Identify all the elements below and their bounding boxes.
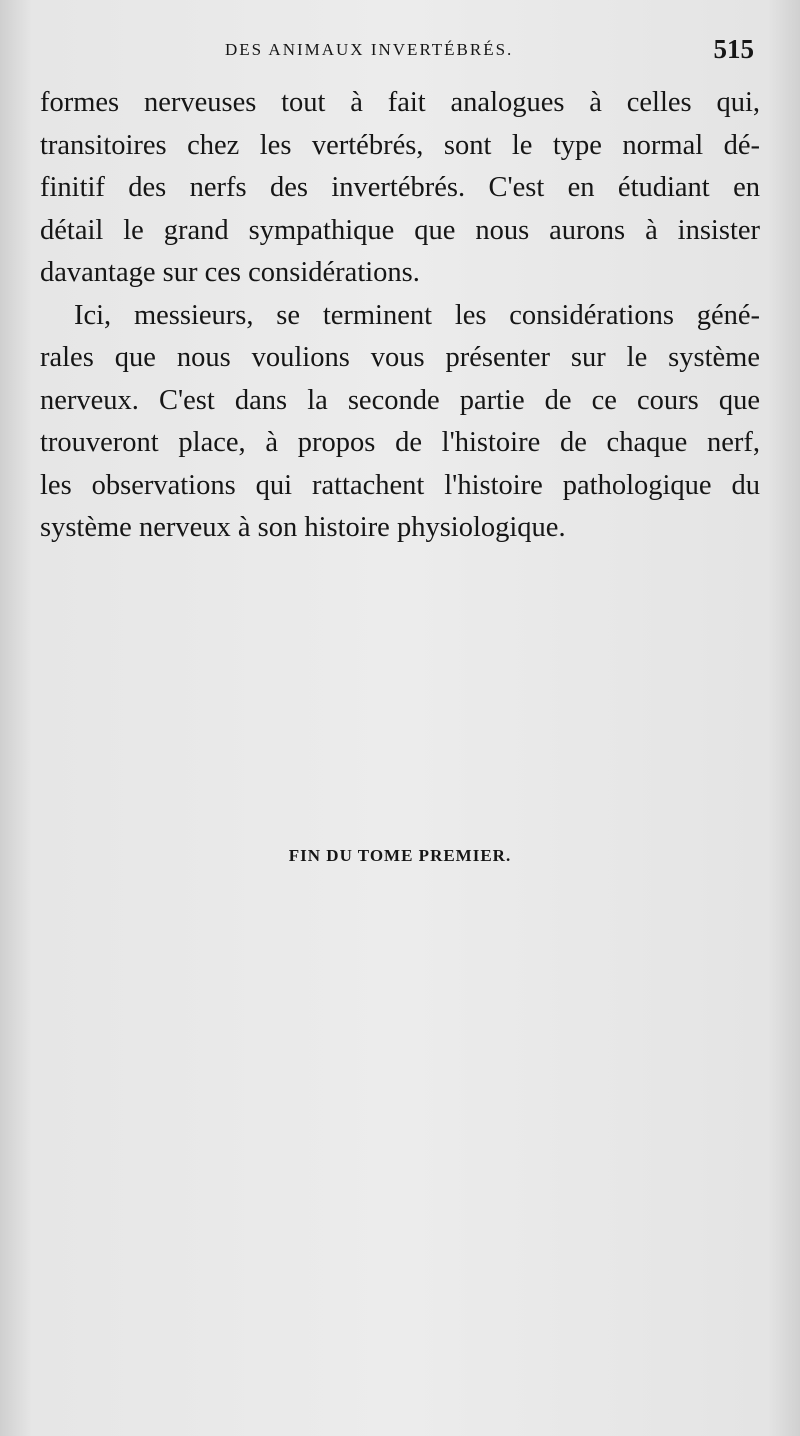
running-head: DES ANIMAUX INVERTÉBRÉS. — [225, 40, 514, 59]
text-line: nerveux. C'est dans la seconde partie de ce cours que — [40, 384, 760, 416]
page-header — [40, 36, 760, 72]
text-line: rales que nous voulions vous présenter sur le système — [40, 342, 760, 373]
text-line: système nerveux à son histoire physiologique. — [40, 512, 566, 543]
body-text — [40, 82, 760, 550]
text-line: les observations qui rattachent l'histoire pathologique du — [40, 469, 760, 501]
end-of-volume-mark: FIN DU TOME PREMIER. — [288, 846, 512, 865]
text-line: finitif des nerfs des invertébrés. C'est en étudiant en — [40, 172, 760, 203]
text-line: davantage sur ces considérations. — [40, 257, 420, 288]
paragraph-2 — [40, 295, 760, 550]
text-line: transitoires chez les vertébrés, sont le type normal dé- — [40, 129, 760, 161]
text-line: formes nerveuses tout à fait analogues à celles qui, — [40, 87, 760, 118]
text-line: Ici, messieurs, se terminent les considérations géné- — [74, 299, 760, 331]
text-line: détail le grand sympathique que nous aurons à insister — [40, 214, 760, 246]
text-line: trouveront place, à propos de l'histoire de chaque nerf, — [40, 427, 760, 458]
paragraph-1 — [40, 82, 760, 295]
page-number: 515 — [713, 34, 754, 64]
